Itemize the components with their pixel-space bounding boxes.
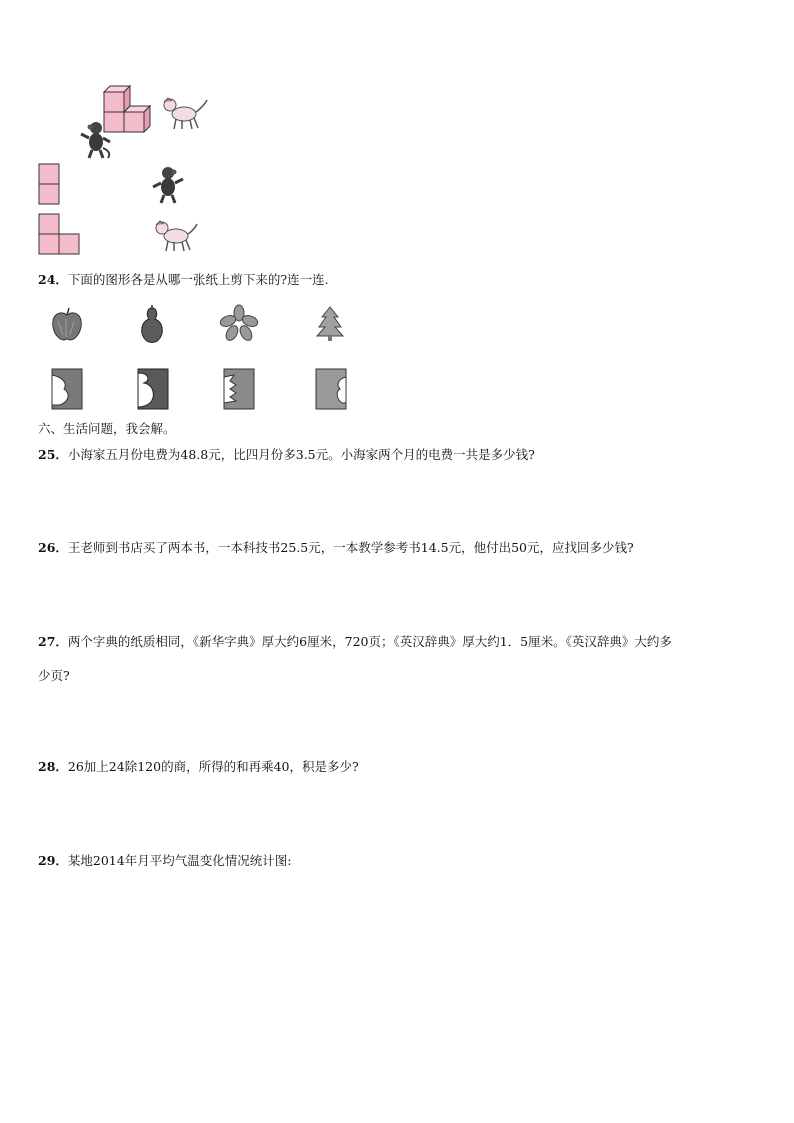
monkey-icon [78, 120, 114, 160]
side-view-l-shape-icon [38, 213, 84, 257]
gourd-icon [138, 305, 166, 345]
question-number: 24． [38, 272, 68, 287]
question-text: 小海家五月份电费为48.8元，比四月份多3.5元。小海家两个月的电费一共是多少钱? [67, 447, 535, 462]
section-heading [38, 420, 176, 438]
question-25 [38, 446, 535, 464]
question-number: 28． [38, 759, 68, 774]
monkey-icon-2 [150, 165, 186, 205]
question-text: 26加上24除120的商，所得的和再乘40，积是多少? [67, 759, 359, 774]
question-24 [38, 271, 329, 289]
question-text-line-2: 少页? [38, 668, 70, 683]
question-number: 26． [38, 540, 68, 555]
dog-icon [160, 96, 210, 132]
question-number: 25． [38, 447, 68, 462]
question-text: 下面的图形各是从哪一张纸上剪下来的?连一连. [67, 272, 329, 287]
folded-paper-1-icon [50, 367, 84, 411]
apple-icon [50, 307, 84, 343]
section-title: 六、生活问题，我会解。 [38, 421, 176, 436]
question-text: 某地2014年月平均气温变化情况统计图: [67, 853, 292, 868]
question-29 [38, 852, 291, 870]
question-27-continued [38, 667, 70, 685]
flower-icon [220, 305, 258, 341]
question-number: 29． [38, 853, 68, 868]
question-text-line-1: 两个字典的纸质相同，《新华字典》厚大约6厘米，720页；《英汉辞典》厚大约1．5厘米。《英汉辞典》大约多 [67, 634, 672, 649]
question-26 [38, 539, 634, 557]
folded-paper-2-icon [136, 367, 170, 411]
folded-paper-3-icon [222, 367, 256, 411]
folded-paper-4-icon [314, 367, 348, 411]
question-27 [38, 633, 672, 651]
front-view-two-squares-icon [38, 163, 62, 205]
question-text: 王老师到书店买了两本书，一本科技书25.5元，一本教学参考书14.5元，他付出50元，应找回多少钱? [67, 540, 634, 555]
tree-icon [316, 305, 344, 343]
question-number: 27． [38, 634, 68, 649]
question-28 [38, 758, 359, 776]
dog-icon-2 [150, 218, 200, 254]
